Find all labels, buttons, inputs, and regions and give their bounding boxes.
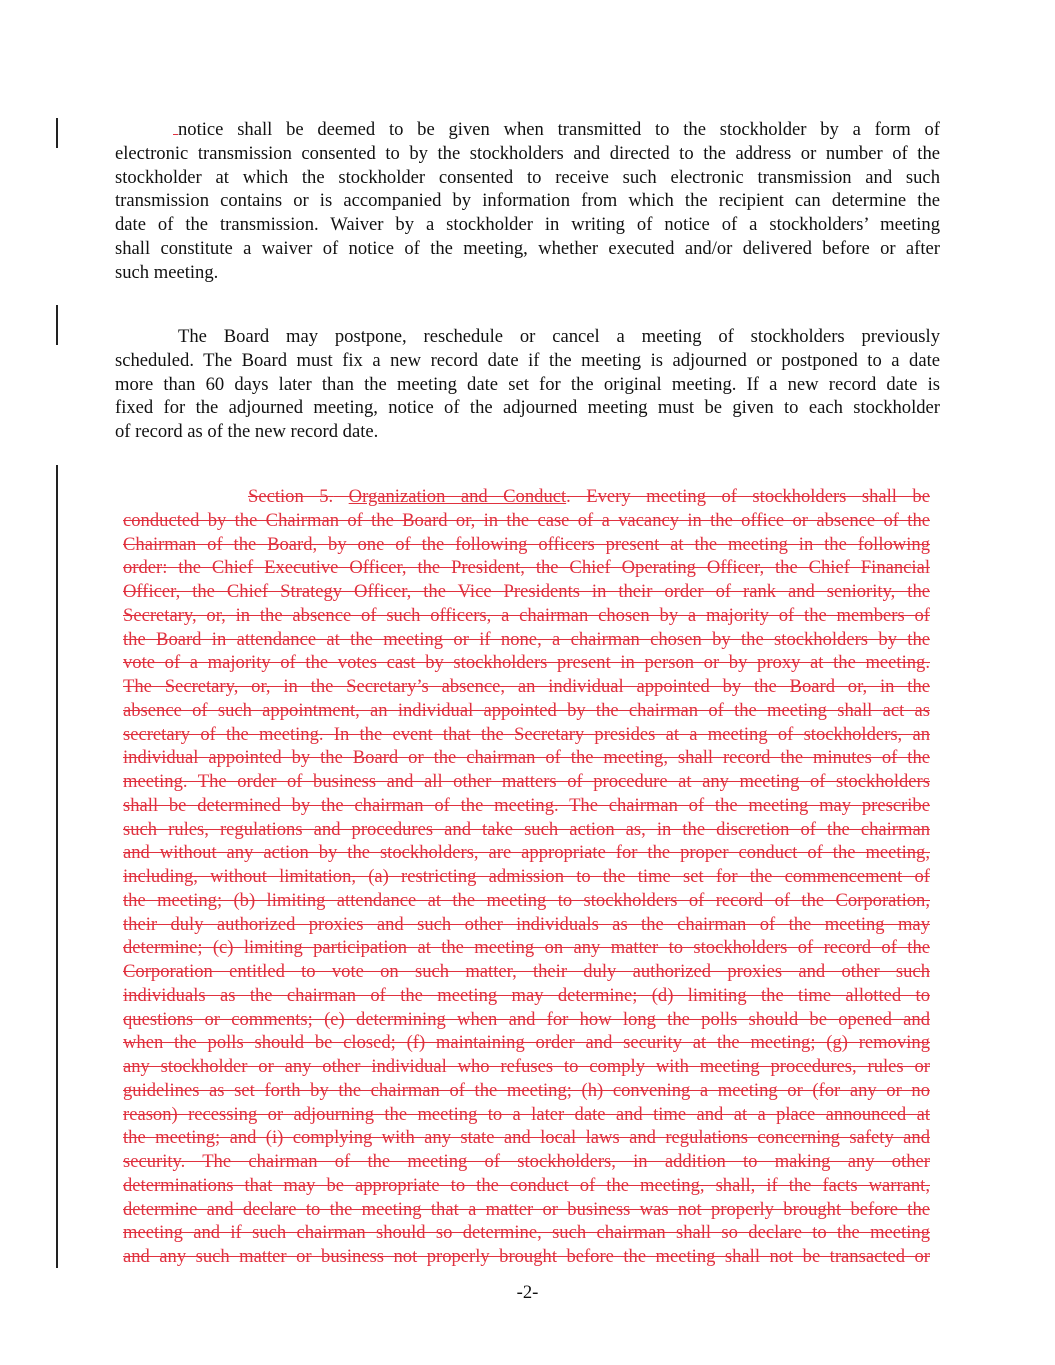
line-text: and without any action by the stockholders, are appropriate for the proper conduct of the meeting, xyxy=(123,842,930,864)
text-line xyxy=(123,746,930,770)
text-line xyxy=(123,1126,930,1150)
line-text: The Board may postpone, reschedule or cancel a meeting of stockholders previously xyxy=(178,326,940,347)
line-text: Corporation entitled to vote on such matter, their duly authorized proxies and other such xyxy=(123,961,930,982)
line-text: questions or comments; (e) determining when and for how long the polls should be opened and xyxy=(123,1008,930,1030)
text-line xyxy=(123,818,930,842)
line-text: date of the transmission. Waiver by a stockholder in writing of notice of a stockholders’ meeting xyxy=(115,214,940,235)
text-line xyxy=(123,556,930,580)
line-text: individuals as the chairman of the meeting may determine; (d) limiting the time allotted to xyxy=(123,984,930,1006)
line-text: meeting. The order of business and all other matters of procedure at any meeting of stockholders xyxy=(123,771,930,792)
line-text: shall constitute a waiver of notice of the meeting, whether executed and/or delivered before or after xyxy=(115,237,940,259)
text-line xyxy=(123,1008,930,1032)
line-text: secretary of the meeting. In the event that the Secretary presides at a meeting of stockholders, an xyxy=(123,723,930,745)
text-line xyxy=(123,770,930,794)
text-line xyxy=(123,960,930,984)
line-text: guidelines as set forth by the chairman of the meeting; (h) convening a meeting or (for any or no xyxy=(123,1079,930,1101)
section-heading: Organization and Conduct xyxy=(348,486,567,507)
text-line xyxy=(115,420,940,444)
line-text: any stockholder or any other individual who refuses to comply with meeting procedures, rules or xyxy=(123,1056,930,1077)
line-text: transmission contains or is accompanied by information from which the recipient can determine the xyxy=(115,190,940,212)
line-text: The Secretary, or, in the Secretary’s absence, an individual appointed by the Board or, in the xyxy=(123,676,930,697)
change-bar xyxy=(56,118,58,148)
text-line xyxy=(123,1174,930,1198)
line-text: meeting and if such chairman should so determine, such chairman shall so declare to the meeting xyxy=(123,1222,930,1244)
line-text: individual appointed by the Board or the chairman of the meeting, shall record the minutes of the xyxy=(123,747,930,769)
notice-paragraph xyxy=(115,118,940,284)
text-line xyxy=(123,794,930,818)
line-text: of record as of the new record date. xyxy=(115,421,379,442)
line-text: fixed for the adjourned meeting, notice of the adjourned meeting must be given to each stockholder xyxy=(115,397,940,419)
text-line xyxy=(123,533,930,557)
text-line xyxy=(115,142,940,166)
text-line xyxy=(123,1150,930,1174)
text-line xyxy=(115,237,940,261)
line-text: the meeting; (b) limiting attendance at the meeting to stockholders of record of the Corporation, xyxy=(123,889,930,911)
text-line xyxy=(115,325,940,349)
line-text: Officer, the Chief Strategy Officer, the Vice Presidents in their order of rank and seniority, the xyxy=(123,581,930,602)
text-line xyxy=(123,509,930,533)
line-text: electronic transmission consented to by the stockholders and directed to the address or number of the xyxy=(115,142,940,164)
line-text: stockholder at which the stockholder consented to receive such electronic transmission and such xyxy=(115,166,940,188)
text-line xyxy=(123,1031,930,1055)
page-number: -2- xyxy=(516,1282,539,1303)
line-text: determine; (c) limiting participation at the meeting on any matter to stockholders of record of the xyxy=(123,937,930,959)
line-text: shall be determined by the chairman of the meeting. The chairman of the meeting may prescribe xyxy=(123,794,930,816)
postpone-paragraph xyxy=(115,325,940,444)
text-line xyxy=(123,699,930,723)
text-line xyxy=(123,984,930,1008)
text-line xyxy=(123,1055,930,1079)
line-text: reason) recessing or adjourning the meeting to a later date and time and at a place announced at xyxy=(123,1103,930,1125)
section-first-line-text: . Every meeting of stockholders shall be xyxy=(566,486,930,507)
text-line xyxy=(123,675,930,699)
text-line xyxy=(123,913,930,937)
text-line xyxy=(123,651,930,675)
line-text: the Board in attendance at the meeting or if none, a chairman chosen by the stockholders by the xyxy=(123,628,930,650)
text-line xyxy=(123,723,930,747)
text-line xyxy=(115,261,940,285)
line-text: the meeting; and (i) complying with any state and local laws and regulations concerning safety and xyxy=(123,1127,930,1149)
line-text: their duly authorized proxies and such other individuals as the chairman of the meeting may xyxy=(123,913,930,935)
text-line xyxy=(115,349,940,373)
line-text: more than 60 days later than the meeting date set for the original meeting. If a new record date is xyxy=(115,373,940,395)
line-text: determine and declare to the meeting that a matter or business was not properly brought before the xyxy=(123,1198,930,1220)
line-text: security. The chairman of the meeting of stockholders, in addition to making any other xyxy=(123,1151,930,1172)
line-text: including, without limitation, (a) restricting admission to the time set for the commencement of xyxy=(123,866,930,887)
text-line xyxy=(115,213,940,237)
line-text: notice shall be deemed to be given when transmitted to the stockholder by a form of xyxy=(178,119,940,140)
text-line xyxy=(123,936,930,960)
text-line xyxy=(123,604,930,628)
text-line xyxy=(115,166,940,190)
text-line xyxy=(123,628,930,652)
text-line xyxy=(123,1103,930,1127)
line-text: determinations that may be appropriate to the conduct of the meeting, shall, if the facts warrant, xyxy=(123,1174,930,1196)
text-line xyxy=(123,889,930,913)
line-text: Secretary, or, in the absence of such officers, a chairman chosen by a majority of the members of xyxy=(123,604,930,626)
line-text: such rules, regulations and procedures and take such action as, in the discretion of the chairman xyxy=(123,818,930,840)
text-line xyxy=(123,1245,930,1269)
text-line xyxy=(123,865,930,889)
text-line xyxy=(115,396,940,420)
text-line xyxy=(115,373,940,397)
text-line xyxy=(123,1198,930,1222)
text-line xyxy=(123,1221,930,1245)
change-bar xyxy=(56,305,58,345)
text-line xyxy=(115,189,940,213)
line-text: and any such matter or business not properly brought before the meeting shall not be transacted or xyxy=(123,1246,930,1267)
text-line xyxy=(123,841,930,865)
line-text: vote of a majority of the votes cast by stockholders present in person or by proxy at the meeting. xyxy=(123,652,930,674)
line-text: absence of such appointment, an individual appointed by the chairman of the meeting shall act as xyxy=(123,699,930,721)
line-text: scheduled. The Board must fix a new record date if the meeting is adjourned or postponed to a date xyxy=(115,349,940,371)
line-text: such meeting. xyxy=(115,261,219,283)
line-text: Chairman of the Board, by one of the following officers present at the meeting in the following xyxy=(123,533,930,555)
section-5-first-line xyxy=(123,485,930,509)
text-line xyxy=(123,1079,930,1103)
text-line xyxy=(115,118,940,142)
section-5-deleted-paragraph xyxy=(123,485,930,1269)
line-text: order: the Chief Executive Officer, the President, the Chief Operating Officer, the Chief Financial xyxy=(123,557,930,579)
line-text: conducted by the Chairman of the Board or, in the case of a vacancy in the office or absence of the xyxy=(123,509,930,531)
line-text: when the polls should be closed; (f) maintaining order and security at the meeting; (g) removing xyxy=(123,1032,930,1054)
change-bar xyxy=(56,465,58,1268)
section-number: Section 5. xyxy=(248,486,334,507)
text-line xyxy=(123,580,930,604)
